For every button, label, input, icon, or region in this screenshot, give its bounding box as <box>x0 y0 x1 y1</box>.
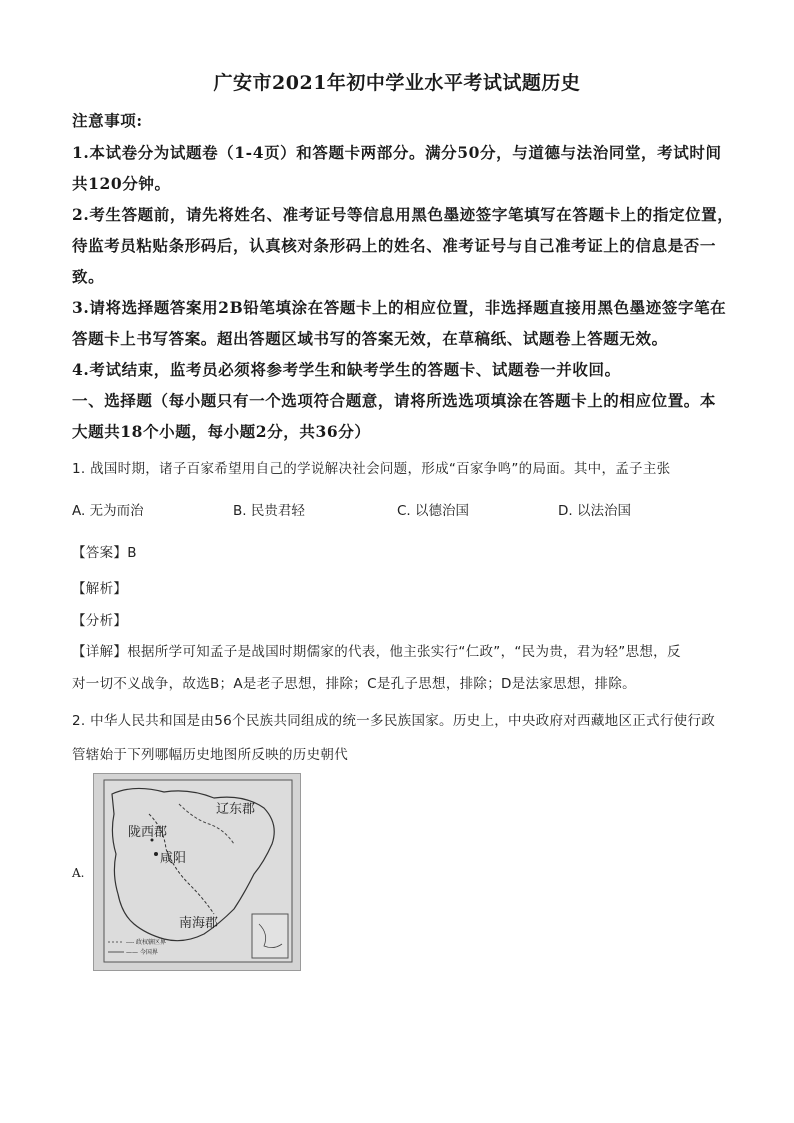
map-label-liaodong: 辽东郡 <box>216 802 256 817</box>
notice-line-4: 待监考员粘贴条形码后，认真核对条形码上的姓名、准考证号与自己准考证上的信息是否一 <box>72 236 717 255</box>
q1-answer: 【答案】B <box>72 545 137 561</box>
question-2-stem-line-1: 2. 中华人民共和国是由56个民族共同组成的统一多民族国家。历史上，中央政府对西藏地区正式行使行政 <box>72 713 716 729</box>
notice-line-6: 3.请将选择题答案用2B铅笔填涂在答题卡上的相应位置，非选择题直接用黑色墨迹签字笔在 <box>72 298 727 317</box>
notice-line-2: 共120分钟。 <box>72 174 171 193</box>
page-title: 广安市2021年初中学业水平考试试题历史 <box>213 72 581 94</box>
q1-option-a: A. 无为而治 <box>72 503 144 519</box>
qin-dynasty-map <box>93 773 301 971</box>
q1-option-d: D. 以法治国 <box>558 503 631 519</box>
notice-heading: 注意事项: <box>72 111 143 130</box>
q1-detail-line-2: 对一切不义战争，故选B；A是老子思想，排除；C是孔子思想，排除；D是法家思想，排除。 <box>72 676 636 692</box>
notice-line-5: 致。 <box>72 267 105 286</box>
section-heading-line-2: 大题共18个小题，每小题2分，共36分） <box>72 422 371 441</box>
notice-line-3: 2.考生答题前，请先将姓名、准考证号等信息用黑色墨迹签字笔填写在答题卡上的指定位置， <box>72 205 734 224</box>
q1-option-b: B. 民贵君轻 <box>233 503 305 519</box>
map-label-nanhai: 南海郡 <box>179 916 219 931</box>
notice-line-7: 答题卡上书写答案。超出答题区域书写的答案无效，在草稿纸、试题卷上答题无效。 <box>72 329 668 348</box>
map-legend-regime-boundary: ---- 政权辖区界 <box>126 939 167 946</box>
notice-line-1: 1.本试卷分为试题卷（1-4页）和答题卡两部分。满分50分，与道德与法治同堂，考试时间 <box>72 143 722 162</box>
q1-option-c: C. 以德治国 <box>397 503 470 519</box>
q1-detail-line-1: 【详解】根据所学可知孟子是战国时期儒家的代表，他主张实行“仁政”，“民为贵，君为轻”思想，反 <box>72 644 681 660</box>
q2-option-a-label: A. <box>72 866 85 880</box>
q1-fenxi-label: 【分析】 <box>72 613 128 629</box>
map-outline <box>94 774 300 970</box>
notice-line-8: 4.考试结束，监考员必须将参考学生和缺考学生的答题卡、试题卷一并收回。 <box>72 360 621 379</box>
section-heading-line-1: 一、选择题（每小题只有一个选项符合题意，请将所选选项填涂在答题卡上的相应位置。本 <box>72 391 717 410</box>
question-1-stem: 1. 战国时期，诸子百家希望用自己的学说解决社会问题，形成“百家争鸣”的局面。其中，孟子主张 <box>72 461 671 477</box>
question-2-stem-line-2: 管辖始于下列哪幅历史地图所反映的历史朝代 <box>72 747 348 763</box>
map-label-longxi: 陇西郡 <box>128 825 168 840</box>
map-label-xianyang: 咸阳 <box>160 851 187 866</box>
map-legend-national-boundary: —— 今国界 <box>126 949 158 956</box>
q1-analysis-label: 【解析】 <box>72 581 128 597</box>
